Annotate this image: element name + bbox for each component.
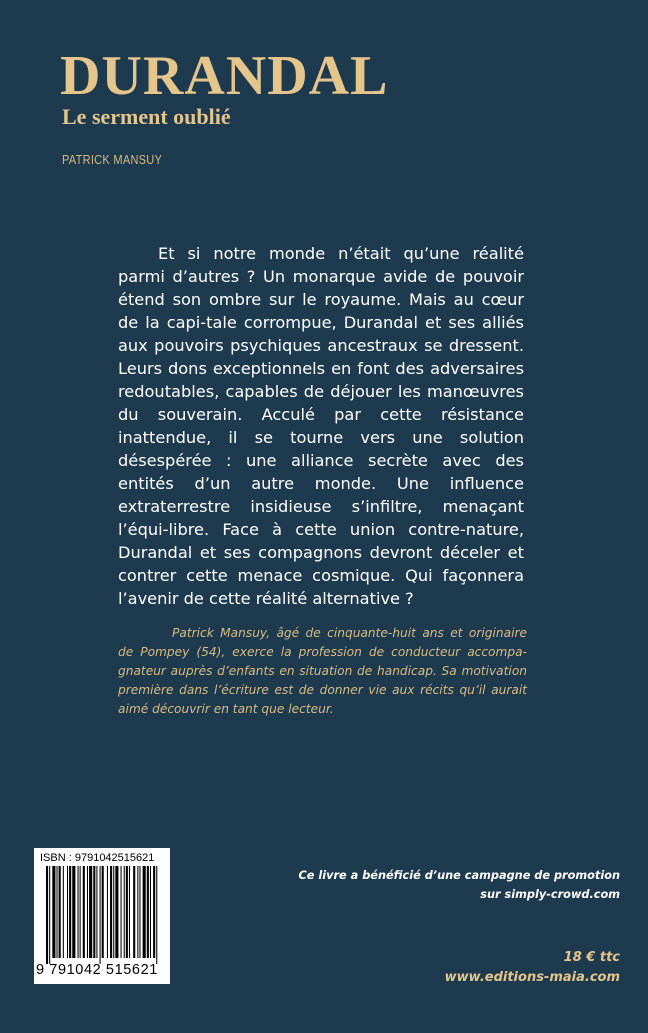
barcode-bar	[52, 866, 55, 958]
barcode-bar	[113, 866, 114, 958]
barcode-bar	[93, 866, 95, 958]
barcode-bar	[67, 866, 68, 958]
barcode-bar	[153, 866, 155, 958]
barcode-bar	[139, 866, 140, 958]
book-title: DURANDAL	[60, 45, 389, 107]
synopsis-text: Et si notre monde n’était qu’une réalité parmi d’autres ? Un monarque avide de pouvoir étend son ombre sur le royaume. Mais au cœur de la capi-tale corrompue, Durandal et ses alliés aux pouvoirs psychiques ancestraux se dressent. Leurs dons exceptionnels en font des adversaires redoutables, capables de déjouer les manœuvres du souverain. Acculé par cette résistance inattendue, il se tourne vers une solution désespérée : une alliance secrète avec des entités d’un autre monde. Une influence extraterrestre insidieuse s’infiltre, menaçant l’équi-libre. Face à cette union contre-nature, Durandal et ses compagnons devront déceler et contrer cette menace cosmique. Qui façonnera l’avenir de cette réalité alternative ?	[118, 244, 524, 608]
barcode-graphic	[34, 866, 170, 964]
barcode-bar	[89, 866, 92, 958]
author-bio: Patrick Mansuy, âgé de cinquante-huit ans et originaire de Pompey (54), exerce la profession de conducteur accompa-gnateur auprès d’enfants en situation de handicap. Sa motivation première dans l’écriture est de donner vie aux récits qu’il aurait aimé découvrir en tant que lecteur.	[118, 626, 527, 716]
barcode-bar	[150, 866, 151, 958]
promotion-notice	[298, 866, 620, 904]
barcode-bar	[69, 866, 71, 958]
barcode-bar	[115, 866, 118, 958]
barcode-bar	[110, 866, 112, 958]
barcode-bar	[102, 866, 104, 958]
barcode-bar	[63, 866, 64, 958]
isbn-digits: 9 791042 515621	[36, 962, 158, 978]
barcode-bar	[124, 866, 125, 958]
promotion-line-2: sur simply-crowd.com	[480, 888, 620, 901]
barcode-bar	[129, 866, 130, 958]
barcode-bar	[80, 866, 81, 958]
barcode-bar	[57, 866, 58, 958]
price-label: 18 € ttc	[563, 950, 620, 965]
barcode-bar	[107, 866, 108, 958]
barcode-bar	[87, 866, 88, 958]
barcode-bar	[156, 866, 157, 964]
barcode-bar	[100, 866, 101, 964]
author-name: PATRICK MANSUY	[62, 152, 163, 167]
barcode-bar	[147, 866, 149, 958]
book-subtitle: Le serment oublié	[62, 104, 231, 129]
barcode-bar	[72, 866, 75, 958]
barcode-bar	[143, 866, 146, 958]
barcode-bar	[126, 866, 128, 958]
barcode-bar	[96, 866, 97, 958]
barcode-bar	[121, 866, 122, 958]
promotion-line-1: Ce livre a bénéficié d’une campagne de promotion	[298, 869, 620, 882]
publisher-website: www.editions-maia.com	[444, 970, 620, 985]
isbn-label: ISBN : 9791042515621	[40, 852, 155, 864]
barcode-bar	[133, 866, 135, 958]
barcode-bar	[137, 866, 138, 958]
barcode-bar	[83, 866, 85, 958]
barcode-bar	[49, 866, 50, 964]
barcode-bar	[46, 866, 48, 964]
barcode-bar	[59, 866, 61, 958]
barcode-panel	[34, 848, 170, 984]
barcode-bar	[78, 866, 79, 958]
